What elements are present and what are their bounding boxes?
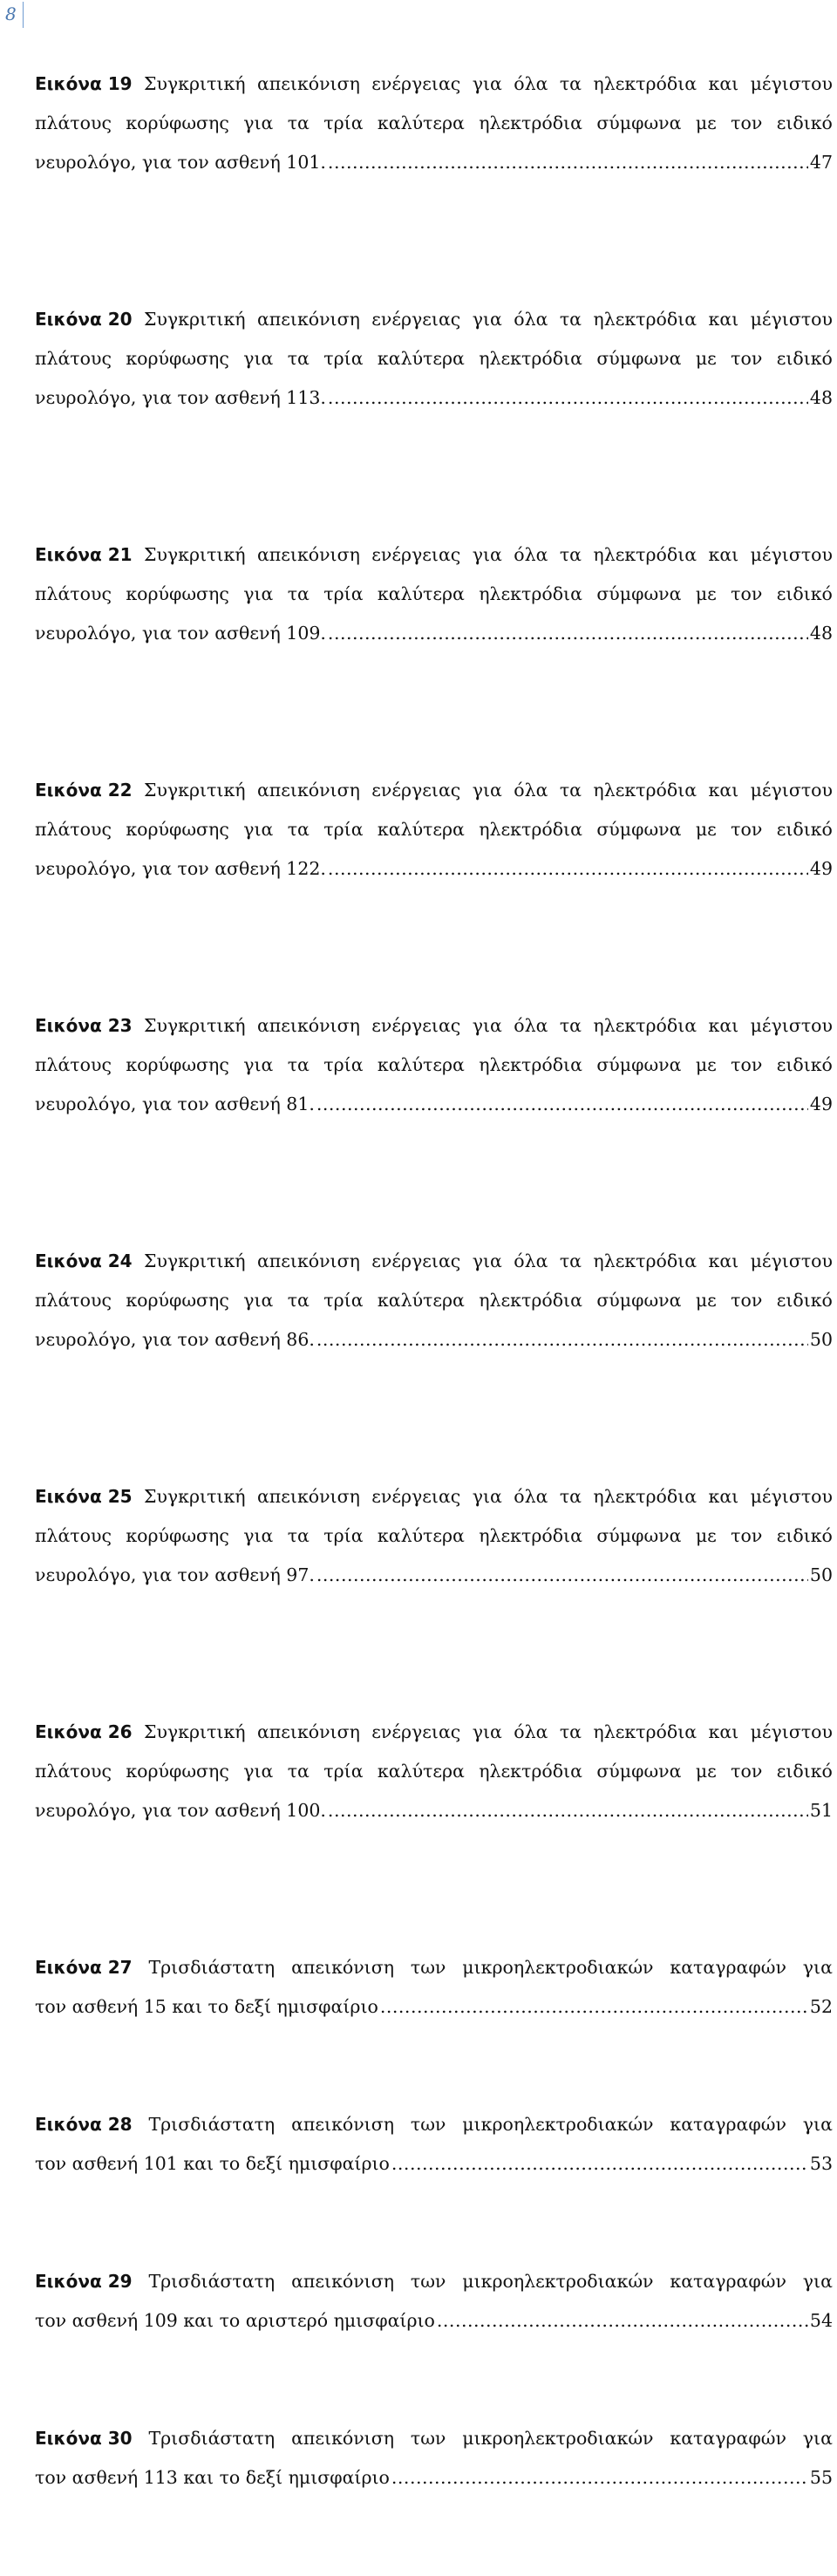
caption-word: ειδικό	[776, 348, 833, 369]
caption-word: για	[243, 1290, 274, 1311]
caption-word: τον	[731, 1525, 763, 1546]
caption-word: κορύφωσης	[126, 348, 229, 369]
caption-word: όλα	[514, 780, 548, 801]
caption-word: ειδικό	[776, 1290, 833, 1311]
caption-word: καλύτερα	[377, 348, 465, 369]
caption-word: τρία	[323, 112, 364, 133]
caption-word: τα	[559, 1015, 582, 1036]
caption-word: για	[472, 1486, 502, 1507]
caption-word: των	[410, 2428, 446, 2449]
caption-word: ηλεκτρόδια	[593, 1015, 698, 1036]
caption-word: όλα	[514, 1486, 548, 1507]
caption-word: και	[708, 309, 739, 330]
caption-word: ηλεκτρόδια	[593, 309, 698, 330]
page-reference[interactable]: 52	[809, 1996, 833, 2017]
entry-last-line	[35, 1320, 833, 1360]
caption-word: σύμφωνα	[596, 1290, 682, 1311]
figure-entry[interactable]	[35, 771, 833, 1006]
page-reference[interactable]: 47	[809, 152, 833, 173]
caption-word: ειδικό	[776, 583, 833, 604]
page-reference[interactable]: 48	[809, 387, 833, 408]
page-reference[interactable]: 50	[809, 1329, 833, 1350]
caption-word: ηλεκτρόδια	[593, 780, 698, 801]
entry-first-line	[35, 1242, 833, 1281]
caption-word: σύμφωνα	[596, 1525, 682, 1546]
caption-word: απεικόνιση	[256, 309, 360, 330]
caption-word: Συγκριτική	[143, 1015, 246, 1036]
figure-label: Εικόνα 22	[35, 780, 133, 801]
caption-word: για	[243, 1761, 274, 1782]
entry-last-line	[35, 1987, 833, 2027]
caption-word: ηλεκτρόδια	[479, 583, 582, 604]
figure-label: Εικόνα 25	[35, 1486, 133, 1507]
figure-entry[interactable]	[35, 1242, 833, 1477]
caption-word: των	[410, 1957, 446, 1978]
caption-word: για	[243, 583, 274, 604]
caption-word: καλύτερα	[377, 583, 465, 604]
caption-word: καλύτερα	[377, 1054, 465, 1075]
dot-leader	[316, 1085, 808, 1124]
caption-word: μέγιστου	[750, 73, 833, 94]
caption-word: Συγκριτική	[143, 1486, 246, 1507]
caption-word: και	[708, 1721, 739, 1742]
entry-last-line	[35, 2301, 833, 2341]
entry-middle-line	[35, 575, 833, 614]
caption-word: απεικόνιση	[291, 1957, 394, 1978]
entry-first-line	[35, 1006, 833, 1046]
caption-word: για	[802, 2271, 833, 2292]
caption-word: ηλεκτρόδια	[593, 1251, 698, 1271]
caption-word: τα	[287, 583, 310, 604]
caption-tail: τον ασθενή 101 και το δεξί ημισφαίριο	[35, 2153, 390, 2174]
caption-word: ενέργειας	[371, 780, 461, 801]
caption-word: μέγιστου	[750, 1721, 833, 1742]
caption-word: πλάτους	[35, 583, 112, 604]
entry-last-line	[35, 2458, 833, 2498]
caption-word: σύμφωνα	[596, 112, 682, 133]
caption-word: και	[708, 544, 739, 565]
caption-word: απεικόνιση	[291, 2114, 394, 2135]
caption-word: και	[708, 1486, 739, 1507]
caption-word: Συγκριτική	[143, 309, 246, 330]
caption-word: τα	[559, 780, 582, 801]
entry-middle-line	[35, 1281, 833, 1320]
caption-word: τρία	[323, 819, 364, 840]
caption-word: ειδικό	[776, 112, 833, 133]
figure-entry[interactable]	[35, 1477, 833, 1713]
caption-word: Συγκριτική	[143, 73, 246, 94]
caption-word: μικροηλεκτροδιακών	[462, 2114, 654, 2135]
dot-leader	[316, 1320, 808, 1360]
caption-word: Συγκριτική	[143, 544, 246, 565]
caption-word: καλύτερα	[377, 1761, 465, 1782]
caption-tail: τον ασθενή 15 και το δεξί ημισφαίριο	[35, 1996, 378, 2017]
caption-word: με	[695, 583, 717, 604]
caption-word: πλάτους	[35, 348, 112, 369]
caption-word: σύμφωνα	[596, 819, 682, 840]
caption-word: και	[708, 1251, 739, 1271]
caption-word: μέγιστου	[750, 309, 833, 330]
header-divider	[23, 2, 24, 28]
caption-word: ενέργειας	[371, 73, 461, 94]
page-reference[interactable]: 54	[809, 2310, 833, 2331]
caption-word: των	[410, 2114, 446, 2135]
caption-word: τον	[731, 112, 763, 133]
caption-word: τον	[731, 819, 763, 840]
caption-word: τα	[287, 1761, 310, 1782]
caption-tail: νευρολόγο, για τον ασθενή 122.	[35, 858, 326, 879]
caption-word: για	[472, 73, 502, 94]
figure-entry[interactable]	[35, 1713, 833, 1948]
caption-word: και	[708, 1015, 739, 1036]
caption-word: για	[802, 1957, 833, 1978]
caption-word: σύμφωνα	[596, 1054, 682, 1075]
page-reference[interactable]: 55	[809, 2467, 833, 2488]
caption-word: τον	[731, 1761, 763, 1782]
caption-tail: νευρολόγο, για τον ασθενή 86.	[35, 1329, 315, 1350]
entry-first-line	[35, 300, 833, 339]
caption-word: καταγραφών	[670, 2428, 786, 2449]
entry-first-line	[35, 1713, 833, 1752]
dot-leader	[391, 2458, 808, 2498]
entry-middle-line	[35, 1752, 833, 1791]
caption-word: για	[472, 544, 502, 565]
figure-label: Εικόνα 21	[35, 544, 133, 565]
caption-word: πλάτους	[35, 112, 112, 133]
caption-word: κορύφωσης	[126, 1290, 229, 1311]
entry-middle-line	[35, 1516, 833, 1556]
caption-word: καλύτερα	[377, 1525, 465, 1546]
caption-word: ενέργειας	[371, 544, 461, 565]
page-reference[interactable]: 51	[809, 1800, 833, 1821]
caption-word: σύμφωνα	[596, 1761, 682, 1782]
dot-leader	[328, 614, 808, 653]
caption-word: τα	[287, 819, 310, 840]
page-number: 8	[5, 3, 17, 24]
entry-first-line	[35, 2419, 833, 2458]
caption-word: πλάτους	[35, 1761, 112, 1782]
entry-middle-line	[35, 104, 833, 143]
figure-entry[interactable]	[35, 535, 833, 771]
entry-last-line	[35, 378, 833, 418]
dot-leader	[437, 2301, 808, 2341]
entry-last-line	[35, 1085, 833, 1124]
caption-word: ηλεκτρόδια	[593, 1486, 698, 1507]
caption-word: ενέργειας	[371, 1251, 461, 1271]
figure-entry[interactable]	[35, 2262, 833, 2419]
caption-word: όλα	[514, 1015, 548, 1036]
page-reference[interactable]: 50	[809, 1564, 833, 1585]
caption-word: τα	[287, 348, 310, 369]
page-reference[interactable]: 53	[809, 2153, 833, 2174]
figure-label: Εικόνα 19	[35, 73, 133, 94]
caption-word: απεικόνιση	[256, 1486, 360, 1507]
caption-word: ηλεκτρόδια	[479, 1290, 582, 1311]
entry-middle-line	[35, 1046, 833, 1085]
caption-word: για	[472, 780, 502, 801]
caption-word: για	[243, 1054, 274, 1075]
caption-word: ειδικό	[776, 1761, 833, 1782]
caption-word: τα	[559, 1721, 582, 1742]
figure-label: Εικόνα 28	[35, 2114, 133, 2135]
caption-word: τα	[559, 544, 582, 565]
caption-word: κορύφωσης	[126, 1525, 229, 1546]
caption-word: τα	[287, 1054, 310, 1075]
caption-word: με	[695, 1761, 717, 1782]
caption-word: καλύτερα	[377, 1290, 465, 1311]
dot-leader	[380, 1987, 808, 2027]
caption-word: ειδικό	[776, 1054, 833, 1075]
caption-word: μέγιστου	[750, 780, 833, 801]
caption-word: τα	[287, 1525, 310, 1546]
caption-word: κορύφωσης	[126, 1761, 229, 1782]
figure-entry[interactable]	[35, 65, 833, 300]
caption-word: καταγραφών	[670, 2114, 786, 2135]
dot-leader	[316, 1556, 808, 1595]
figure-entry[interactable]	[35, 300, 833, 535]
dot-leader	[328, 378, 808, 418]
entry-middle-line	[35, 810, 833, 849]
caption-word: με	[695, 348, 717, 369]
caption-word: ηλεκτρόδια	[479, 1054, 582, 1075]
caption-word: απεικόνιση	[291, 2271, 394, 2292]
figure-label: Εικόνα 20	[35, 309, 133, 330]
caption-word: ηλεκτρόδια	[593, 73, 698, 94]
caption-word: μικροηλεκτροδιακών	[462, 2271, 654, 2292]
entry-last-line	[35, 1791, 833, 1830]
caption-word: για	[472, 309, 502, 330]
caption-word: κορύφωσης	[126, 1054, 229, 1075]
caption-word: ειδικό	[776, 1525, 833, 1546]
caption-word: τα	[287, 1290, 310, 1311]
page-reference[interactable]: 48	[809, 623, 833, 644]
caption-word: μικροηλεκτροδιακών	[462, 1957, 654, 1978]
entry-last-line	[35, 1556, 833, 1595]
caption-word: για	[472, 1251, 502, 1271]
caption-word: σύμφωνα	[596, 583, 682, 604]
entry-first-line	[35, 771, 833, 810]
entry-last-line	[35, 849, 833, 889]
caption-word: καλύτερα	[377, 112, 465, 133]
caption-word: με	[695, 1290, 717, 1311]
caption-word: για	[802, 2428, 833, 2449]
caption-word: ηλεκτρόδια	[593, 1721, 698, 1742]
caption-word: τον	[731, 1290, 763, 1311]
caption-word: τρία	[323, 1761, 364, 1782]
caption-word: κορύφωσης	[126, 819, 229, 840]
caption-word: με	[695, 112, 717, 133]
caption-word: τρία	[323, 1290, 364, 1311]
caption-word: πλάτους	[35, 819, 112, 840]
caption-word: Τρισδιάστατη	[148, 2428, 276, 2449]
figure-entry[interactable]	[35, 2419, 833, 2576]
caption-tail: νευρολόγο, για τον ασθενή 109.	[35, 623, 326, 644]
caption-word: ενέργειας	[371, 1721, 461, 1742]
caption-tail: τον ασθενή 113 και το δεξί ημισφαίριο	[35, 2467, 390, 2488]
caption-word: μέγιστου	[750, 544, 833, 565]
entry-first-line	[35, 2262, 833, 2301]
caption-word: με	[695, 1525, 717, 1546]
caption-word: για	[472, 1015, 502, 1036]
caption-word: όλα	[514, 544, 548, 565]
caption-word: απεικόνιση	[256, 544, 360, 565]
caption-word: τρία	[323, 583, 364, 604]
caption-word: τα	[559, 1486, 582, 1507]
figure-entry[interactable]	[35, 1948, 833, 2105]
caption-word: καταγραφών	[670, 2271, 786, 2292]
caption-word: καλύτερα	[377, 819, 465, 840]
caption-word: όλα	[514, 1721, 548, 1742]
caption-word: για	[243, 348, 274, 369]
caption-word: για	[243, 819, 274, 840]
caption-word: Τρισδιάστατη	[148, 2114, 276, 2135]
caption-word: ενέργειας	[371, 1486, 461, 1507]
caption-word: ηλεκτρόδια	[479, 819, 582, 840]
caption-word: ηλεκτρόδια	[479, 348, 582, 369]
caption-word: ηλεκτρόδια	[479, 112, 582, 133]
table-of-figures	[35, 65, 833, 2576]
caption-word: ηλεκτρόδια	[593, 544, 698, 565]
caption-tail: τον ασθενή 109 και το αριστερό ημισφαίριο	[35, 2310, 435, 2331]
caption-word: ενέργειας	[371, 309, 461, 330]
caption-word: όλα	[514, 73, 548, 94]
entry-first-line	[35, 535, 833, 575]
figure-label: Εικόνα 27	[35, 1957, 133, 1978]
dot-leader	[328, 1791, 808, 1830]
caption-tail: νευρολόγο, για τον ασθενή 97.	[35, 1564, 315, 1585]
caption-word: για	[472, 1721, 502, 1742]
caption-word: τρία	[323, 1054, 364, 1075]
entry-first-line	[35, 1948, 833, 1987]
caption-word: ηλεκτρόδια	[479, 1761, 582, 1782]
caption-word: απεικόνιση	[256, 1251, 360, 1271]
caption-word: των	[410, 2271, 446, 2292]
caption-word: απεικόνιση	[291, 2428, 394, 2449]
entry-last-line	[35, 614, 833, 653]
caption-word: σύμφωνα	[596, 348, 682, 369]
caption-word: και	[708, 73, 739, 94]
dot-leader	[391, 2144, 808, 2184]
caption-word: με	[695, 1054, 717, 1075]
caption-word: και	[708, 780, 739, 801]
caption-word: Τρισδιάστατη	[148, 1957, 276, 1978]
page-reference[interactable]: 49	[809, 1094, 833, 1114]
caption-word: Συγκριτική	[143, 1251, 246, 1271]
caption-word: με	[695, 819, 717, 840]
figure-label: Εικόνα 30	[35, 2428, 133, 2449]
figure-label: Εικόνα 29	[35, 2271, 133, 2292]
caption-word: τον	[731, 1054, 763, 1075]
caption-word: τα	[559, 73, 582, 94]
caption-word: ειδικό	[776, 819, 833, 840]
dot-leader	[328, 143, 808, 182]
caption-word: Τρισδιάστατη	[148, 2271, 276, 2292]
caption-word: ενέργειας	[371, 1015, 461, 1036]
caption-word: Συγκριτική	[143, 1721, 246, 1742]
figure-entry[interactable]	[35, 1006, 833, 1242]
caption-word: τα	[559, 1251, 582, 1271]
figure-label: Εικόνα 24	[35, 1251, 133, 1271]
caption-word: τον	[731, 583, 763, 604]
caption-word: τρία	[323, 348, 364, 369]
caption-word: τα	[287, 112, 310, 133]
caption-word: τρία	[323, 1525, 364, 1546]
caption-word: απεικόνιση	[256, 1015, 360, 1036]
caption-word: πλάτους	[35, 1054, 112, 1075]
entry-first-line	[35, 1477, 833, 1516]
caption-word: όλα	[514, 1251, 548, 1271]
dot-leader	[328, 849, 808, 889]
caption-word: τον	[731, 348, 763, 369]
entry-first-line	[35, 2105, 833, 2144]
caption-word: μέγιστου	[750, 1486, 833, 1507]
caption-tail: νευρολόγο, για τον ασθενή 100.	[35, 1800, 326, 1821]
entry-last-line	[35, 143, 833, 182]
caption-word: ηλεκτρόδια	[479, 1525, 582, 1546]
figure-label: Εικόνα 26	[35, 1721, 133, 1742]
caption-word: κορύφωσης	[126, 112, 229, 133]
figure-entry[interactable]	[35, 2105, 833, 2262]
caption-word: απεικόνιση	[256, 73, 360, 94]
entry-last-line	[35, 2144, 833, 2184]
page-reference[interactable]: 49	[809, 858, 833, 879]
caption-tail: νευρολόγο, για τον ασθενή 81.	[35, 1094, 315, 1114]
caption-tail: νευρολόγο, για τον ασθενή 101.	[35, 152, 326, 173]
caption-word: για	[802, 2114, 833, 2135]
caption-word: όλα	[514, 309, 548, 330]
caption-word: καταγραφών	[670, 1957, 786, 1978]
caption-word: πλάτους	[35, 1525, 112, 1546]
caption-word: για	[243, 1525, 274, 1546]
caption-tail: νευρολόγο, για τον ασθενή 113.	[35, 387, 326, 408]
entry-first-line	[35, 65, 833, 104]
caption-word: μέγιστου	[750, 1015, 833, 1036]
caption-word: μικροηλεκτροδιακών	[462, 2428, 654, 2449]
caption-word: Συγκριτική	[143, 780, 246, 801]
caption-word: για	[243, 112, 274, 133]
figure-label: Εικόνα 23	[35, 1015, 133, 1036]
caption-word: μέγιστου	[750, 1251, 833, 1271]
caption-word: κορύφωσης	[126, 583, 229, 604]
entry-middle-line	[35, 339, 833, 378]
caption-word: τα	[559, 309, 582, 330]
caption-word: απεικόνιση	[256, 1721, 360, 1742]
caption-word: πλάτους	[35, 1290, 112, 1311]
caption-word: απεικόνιση	[256, 780, 360, 801]
